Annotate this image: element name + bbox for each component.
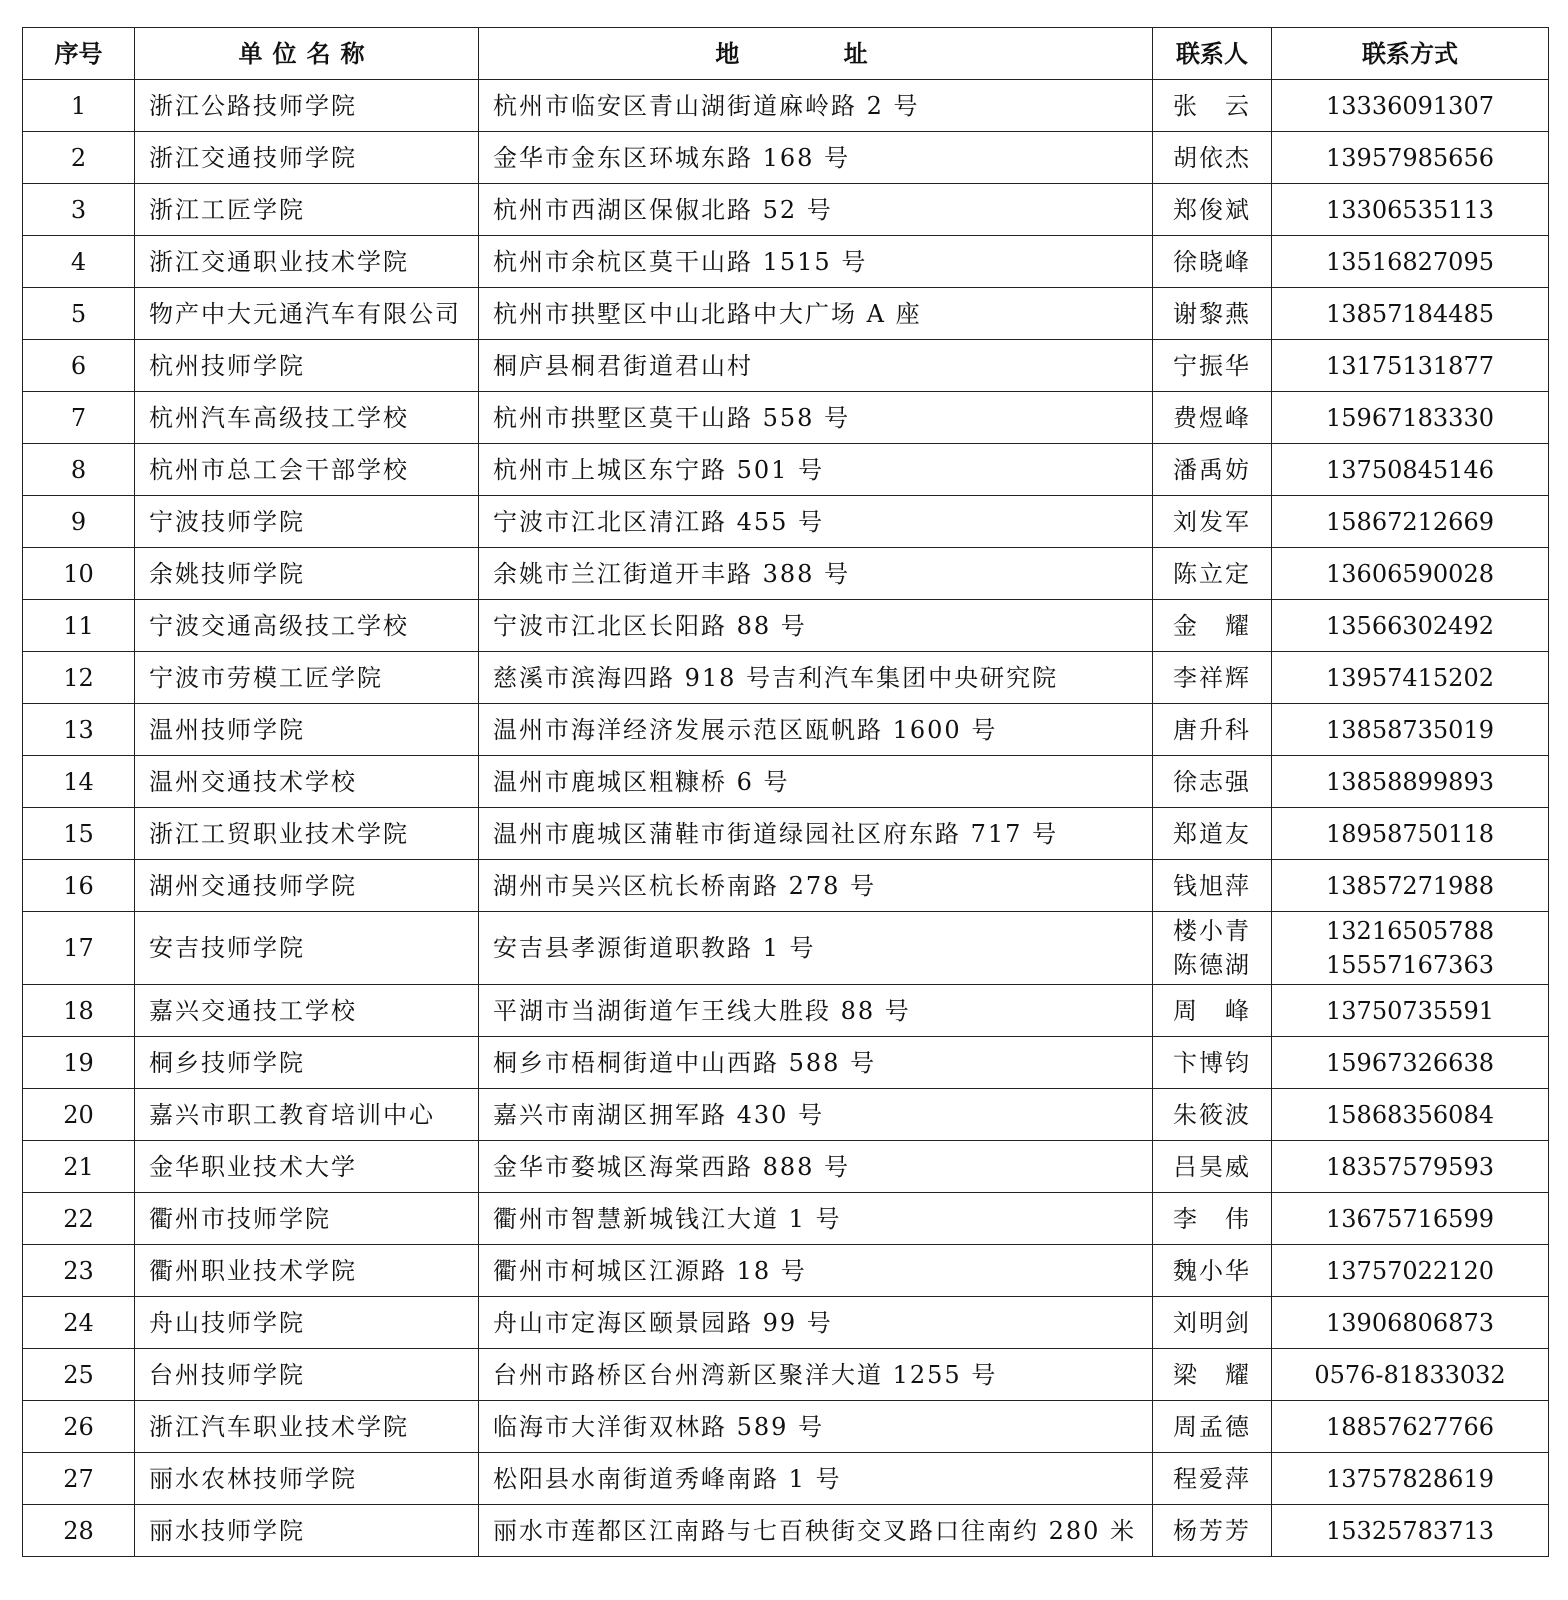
cell-address: 舟山市定海区颐景园路 99 号 bbox=[479, 1297, 1153, 1349]
cell-serial-number: 22 bbox=[23, 1193, 135, 1245]
cell-phone: 18857627766 bbox=[1272, 1401, 1549, 1453]
cell-address: 金华市金东区环城东路 168 号 bbox=[479, 132, 1153, 184]
cell-unit-name: 舟山技师学院 bbox=[135, 1297, 479, 1349]
cell-unit-name: 浙江工贸职业技术学院 bbox=[135, 808, 479, 860]
table-row bbox=[23, 496, 1549, 548]
cell-contact-person bbox=[1153, 912, 1272, 985]
cell-address: 杭州市临安区青山湖街道麻岭路 2 号 bbox=[479, 80, 1153, 132]
cell-unit-name: 温州交通技术学校 bbox=[135, 756, 479, 808]
table-header-row bbox=[23, 28, 1549, 80]
cell-unit-name: 杭州技师学院 bbox=[135, 340, 479, 392]
cell-contact-person: 梁 耀 bbox=[1153, 1349, 1272, 1401]
cell-address: 桐乡市梧桐街道中山西路 588 号 bbox=[479, 1037, 1153, 1089]
cell-address: 松阳县水南街道秀峰南路 1 号 bbox=[479, 1453, 1153, 1505]
table-row bbox=[23, 1453, 1549, 1505]
cell-address: 临海市大洋街双林路 589 号 bbox=[479, 1401, 1153, 1453]
cell-address: 衢州市智慧新城钱江大道 1 号 bbox=[479, 1193, 1153, 1245]
cell-serial-number: 6 bbox=[23, 340, 135, 392]
table-row bbox=[23, 184, 1549, 236]
cell-contact-person: 谢黎燕 bbox=[1153, 288, 1272, 340]
table-row bbox=[23, 392, 1549, 444]
cell-phone: 13750845146 bbox=[1272, 444, 1549, 496]
cell-contact-person: 费煜峰 bbox=[1153, 392, 1272, 444]
header-unit-name: 单位名称 bbox=[135, 28, 479, 80]
table-row bbox=[23, 600, 1549, 652]
cell-address: 杭州市拱墅区莫干山路 558 号 bbox=[479, 392, 1153, 444]
cell-serial-number: 16 bbox=[23, 860, 135, 912]
cell-unit-name: 丽水农林技师学院 bbox=[135, 1453, 479, 1505]
cell-phone bbox=[1272, 912, 1549, 985]
cell-phone: 13566302492 bbox=[1272, 600, 1549, 652]
cell-phone: 13906806873 bbox=[1272, 1297, 1549, 1349]
table-row bbox=[23, 756, 1549, 808]
cell-serial-number: 26 bbox=[23, 1401, 135, 1453]
cell-serial-number: 1 bbox=[23, 80, 135, 132]
cell-phone: 13516827095 bbox=[1272, 236, 1549, 288]
contact-person-name: 楼小青 bbox=[1173, 917, 1251, 945]
cell-contact-person: 钱旭萍 bbox=[1153, 860, 1272, 912]
cell-address: 桐庐县桐君街道君山村 bbox=[479, 340, 1153, 392]
cell-contact-person: 徐志强 bbox=[1153, 756, 1272, 808]
cell-serial-number: 12 bbox=[23, 652, 135, 704]
cell-contact-person: 周 峰 bbox=[1153, 985, 1272, 1037]
table-row bbox=[23, 444, 1549, 496]
cell-contact-person: 胡依杰 bbox=[1153, 132, 1272, 184]
cell-serial-number: 25 bbox=[23, 1349, 135, 1401]
cell-address: 宁波市江北区清江路 455 号 bbox=[479, 496, 1153, 548]
cell-phone: 13857271988 bbox=[1272, 860, 1549, 912]
table-row bbox=[23, 1505, 1549, 1557]
table-row bbox=[23, 1193, 1549, 1245]
cell-address: 杭州市上城区东宁路 501 号 bbox=[479, 444, 1153, 496]
cell-contact-person: 魏小华 bbox=[1153, 1245, 1272, 1297]
cell-address: 嘉兴市南湖区拥军路 430 号 bbox=[479, 1089, 1153, 1141]
table-row bbox=[23, 1245, 1549, 1297]
cell-serial-number: 24 bbox=[23, 1297, 135, 1349]
cell-unit-name: 衢州市技师学院 bbox=[135, 1193, 479, 1245]
table-row bbox=[23, 860, 1549, 912]
cell-address: 衢州市柯城区江源路 18 号 bbox=[479, 1245, 1153, 1297]
cell-serial-number: 7 bbox=[23, 392, 135, 444]
table-row bbox=[23, 1297, 1549, 1349]
header-address: 地 址 bbox=[479, 28, 1153, 80]
table-row bbox=[23, 985, 1549, 1037]
cell-phone: 0576-81833032 bbox=[1272, 1349, 1549, 1401]
table-row bbox=[23, 1401, 1549, 1453]
cell-contact-person: 陈立定 bbox=[1153, 548, 1272, 600]
cell-phone: 15867212669 bbox=[1272, 496, 1549, 548]
cell-unit-name: 安吉技师学院 bbox=[135, 912, 479, 985]
table-row bbox=[23, 808, 1549, 860]
cell-address: 湖州市吴兴区杭长桥南路 278 号 bbox=[479, 860, 1153, 912]
cell-address: 慈溪市滨海四路 918 号吉利汽车集团中央研究院 bbox=[479, 652, 1153, 704]
cell-unit-name: 杭州市总工会干部学校 bbox=[135, 444, 479, 496]
table-row bbox=[23, 1141, 1549, 1193]
cell-unit-name: 丽水技师学院 bbox=[135, 1505, 479, 1557]
table-row bbox=[23, 236, 1549, 288]
cell-serial-number: 14 bbox=[23, 756, 135, 808]
cell-contact-person: 周孟德 bbox=[1153, 1401, 1272, 1453]
header-contact-method: 联系方式 bbox=[1272, 28, 1549, 80]
cell-unit-name: 嘉兴交通技工学校 bbox=[135, 985, 479, 1037]
cell-phone: 13675716599 bbox=[1272, 1193, 1549, 1245]
cell-serial-number: 10 bbox=[23, 548, 135, 600]
cell-serial-number: 17 bbox=[23, 912, 135, 985]
cell-contact-person: 卞博钧 bbox=[1153, 1037, 1272, 1089]
cell-unit-name: 金华职业技术大学 bbox=[135, 1141, 479, 1193]
cell-unit-name: 宁波交通高级技工学校 bbox=[135, 600, 479, 652]
cell-unit-name: 宁波市劳模工匠学院 bbox=[135, 652, 479, 704]
cell-address: 杭州市余杭区莫干山路 1515 号 bbox=[479, 236, 1153, 288]
cell-serial-number: 2 bbox=[23, 132, 135, 184]
cell-unit-name: 浙江交通技师学院 bbox=[135, 132, 479, 184]
cell-serial-number: 9 bbox=[23, 496, 135, 548]
header-contact-person: 联系人 bbox=[1153, 28, 1272, 80]
phone-number: 15557167363 bbox=[1326, 951, 1494, 979]
cell-contact-person: 张 云 bbox=[1153, 80, 1272, 132]
cell-contact-person: 李祥辉 bbox=[1153, 652, 1272, 704]
table-row bbox=[23, 1349, 1549, 1401]
cell-serial-number: 23 bbox=[23, 1245, 135, 1297]
cell-serial-number: 28 bbox=[23, 1505, 135, 1557]
cell-phone: 13306535113 bbox=[1272, 184, 1549, 236]
cell-serial-number: 27 bbox=[23, 1453, 135, 1505]
cell-address: 余姚市兰江街道开丰路 388 号 bbox=[479, 548, 1153, 600]
cell-phone: 13336091307 bbox=[1272, 80, 1549, 132]
cell-unit-name: 温州技师学院 bbox=[135, 704, 479, 756]
cell-unit-name: 物产中大元通汽车有限公司 bbox=[135, 288, 479, 340]
table-row bbox=[23, 1037, 1549, 1089]
contact-table bbox=[22, 27, 1549, 1557]
cell-contact-person: 吕昊威 bbox=[1153, 1141, 1272, 1193]
cell-address: 温州市鹿城区粗糠桥 6 号 bbox=[479, 756, 1153, 808]
cell-contact-person: 程爱萍 bbox=[1153, 1453, 1272, 1505]
cell-address: 丽水市莲都区江南路与七百秧街交叉路口往南约 280 米 bbox=[479, 1505, 1153, 1557]
cell-phone: 13757828619 bbox=[1272, 1453, 1549, 1505]
table-row bbox=[23, 80, 1549, 132]
table-row bbox=[23, 132, 1549, 184]
cell-phone: 13750735591 bbox=[1272, 985, 1549, 1037]
cell-phone: 13757022120 bbox=[1272, 1245, 1549, 1297]
cell-unit-name: 浙江工匠学院 bbox=[135, 184, 479, 236]
cell-address: 杭州市西湖区保俶北路 52 号 bbox=[479, 184, 1153, 236]
cell-unit-name: 衢州职业技术学院 bbox=[135, 1245, 479, 1297]
cell-phone: 15967326638 bbox=[1272, 1037, 1549, 1089]
cell-serial-number: 5 bbox=[23, 288, 135, 340]
contact-table-sheet bbox=[22, 27, 1548, 1557]
cell-phone: 15868356084 bbox=[1272, 1089, 1549, 1141]
cell-serial-number: 3 bbox=[23, 184, 135, 236]
cell-serial-number: 21 bbox=[23, 1141, 135, 1193]
cell-contact-person: 郑道友 bbox=[1153, 808, 1272, 860]
cell-address: 台州市路桥区台州湾新区聚洋大道 1255 号 bbox=[479, 1349, 1153, 1401]
cell-contact-person: 金 耀 bbox=[1153, 600, 1272, 652]
cell-unit-name: 杭州汽车高级技工学校 bbox=[135, 392, 479, 444]
cell-serial-number: 19 bbox=[23, 1037, 135, 1089]
cell-contact-person: 郑俊斌 bbox=[1153, 184, 1272, 236]
cell-address: 安吉县孝源街道职教路 1 号 bbox=[479, 912, 1153, 985]
cell-contact-person: 刘明剑 bbox=[1153, 1297, 1272, 1349]
cell-unit-name: 桐乡技师学院 bbox=[135, 1037, 479, 1089]
table-row bbox=[23, 1089, 1549, 1141]
cell-unit-name: 浙江交通职业技术学院 bbox=[135, 236, 479, 288]
cell-contact-person: 朱筱波 bbox=[1153, 1089, 1272, 1141]
cell-contact-person: 唐升科 bbox=[1153, 704, 1272, 756]
cell-contact-person: 徐晓峰 bbox=[1153, 236, 1272, 288]
header-serial-number: 序号 bbox=[23, 28, 135, 80]
cell-contact-person: 杨芳芳 bbox=[1153, 1505, 1272, 1557]
table-row bbox=[23, 912, 1549, 985]
cell-phone: 13857184485 bbox=[1272, 288, 1549, 340]
cell-phone: 18357579593 bbox=[1272, 1141, 1549, 1193]
table-row bbox=[23, 652, 1549, 704]
cell-unit-name: 嘉兴市职工教育培训中心 bbox=[135, 1089, 479, 1141]
cell-phone: 15325783713 bbox=[1272, 1505, 1549, 1557]
cell-phone: 18958750118 bbox=[1272, 808, 1549, 860]
cell-serial-number: 20 bbox=[23, 1089, 135, 1141]
cell-serial-number: 18 bbox=[23, 985, 135, 1037]
contact-person-name: 陈德湖 bbox=[1173, 951, 1251, 979]
cell-unit-name: 余姚技师学院 bbox=[135, 548, 479, 600]
table-row bbox=[23, 288, 1549, 340]
cell-serial-number: 11 bbox=[23, 600, 135, 652]
cell-contact-person: 宁振华 bbox=[1153, 340, 1272, 392]
cell-address: 杭州市拱墅区中山北路中大广场 A 座 bbox=[479, 288, 1153, 340]
cell-unit-name: 浙江公路技师学院 bbox=[135, 80, 479, 132]
cell-phone: 13858899893 bbox=[1272, 756, 1549, 808]
cell-phone: 13606590028 bbox=[1272, 548, 1549, 600]
cell-serial-number: 4 bbox=[23, 236, 135, 288]
cell-serial-number: 13 bbox=[23, 704, 135, 756]
table-row bbox=[23, 340, 1549, 392]
table-row bbox=[23, 548, 1549, 600]
cell-phone: 13957985656 bbox=[1272, 132, 1549, 184]
cell-unit-name: 宁波技师学院 bbox=[135, 496, 479, 548]
cell-contact-person: 李 伟 bbox=[1153, 1193, 1272, 1245]
table-row bbox=[23, 704, 1549, 756]
cell-address: 温州市海洋经济发展示范区瓯帆路 1600 号 bbox=[479, 704, 1153, 756]
cell-phone: 13858735019 bbox=[1272, 704, 1549, 756]
cell-unit-name: 台州技师学院 bbox=[135, 1349, 479, 1401]
cell-serial-number: 15 bbox=[23, 808, 135, 860]
cell-address: 温州市鹿城区蒲鞋市街道绿园社区府东路 717 号 bbox=[479, 808, 1153, 860]
cell-unit-name: 湖州交通技师学院 bbox=[135, 860, 479, 912]
cell-address: 宁波市江北区长阳路 88 号 bbox=[479, 600, 1153, 652]
cell-phone: 13957415202 bbox=[1272, 652, 1549, 704]
cell-address: 金华市婺城区海棠西路 888 号 bbox=[479, 1141, 1153, 1193]
phone-number: 13216505788 bbox=[1326, 917, 1494, 945]
cell-phone: 15967183330 bbox=[1272, 392, 1549, 444]
cell-address: 平湖市当湖街道乍王线大胜段 88 号 bbox=[479, 985, 1153, 1037]
cell-phone: 13175131877 bbox=[1272, 340, 1549, 392]
cell-contact-person: 刘发军 bbox=[1153, 496, 1272, 548]
cell-unit-name: 浙江汽车职业技术学院 bbox=[135, 1401, 479, 1453]
cell-contact-person: 潘禹妨 bbox=[1153, 444, 1272, 496]
cell-serial-number: 8 bbox=[23, 444, 135, 496]
